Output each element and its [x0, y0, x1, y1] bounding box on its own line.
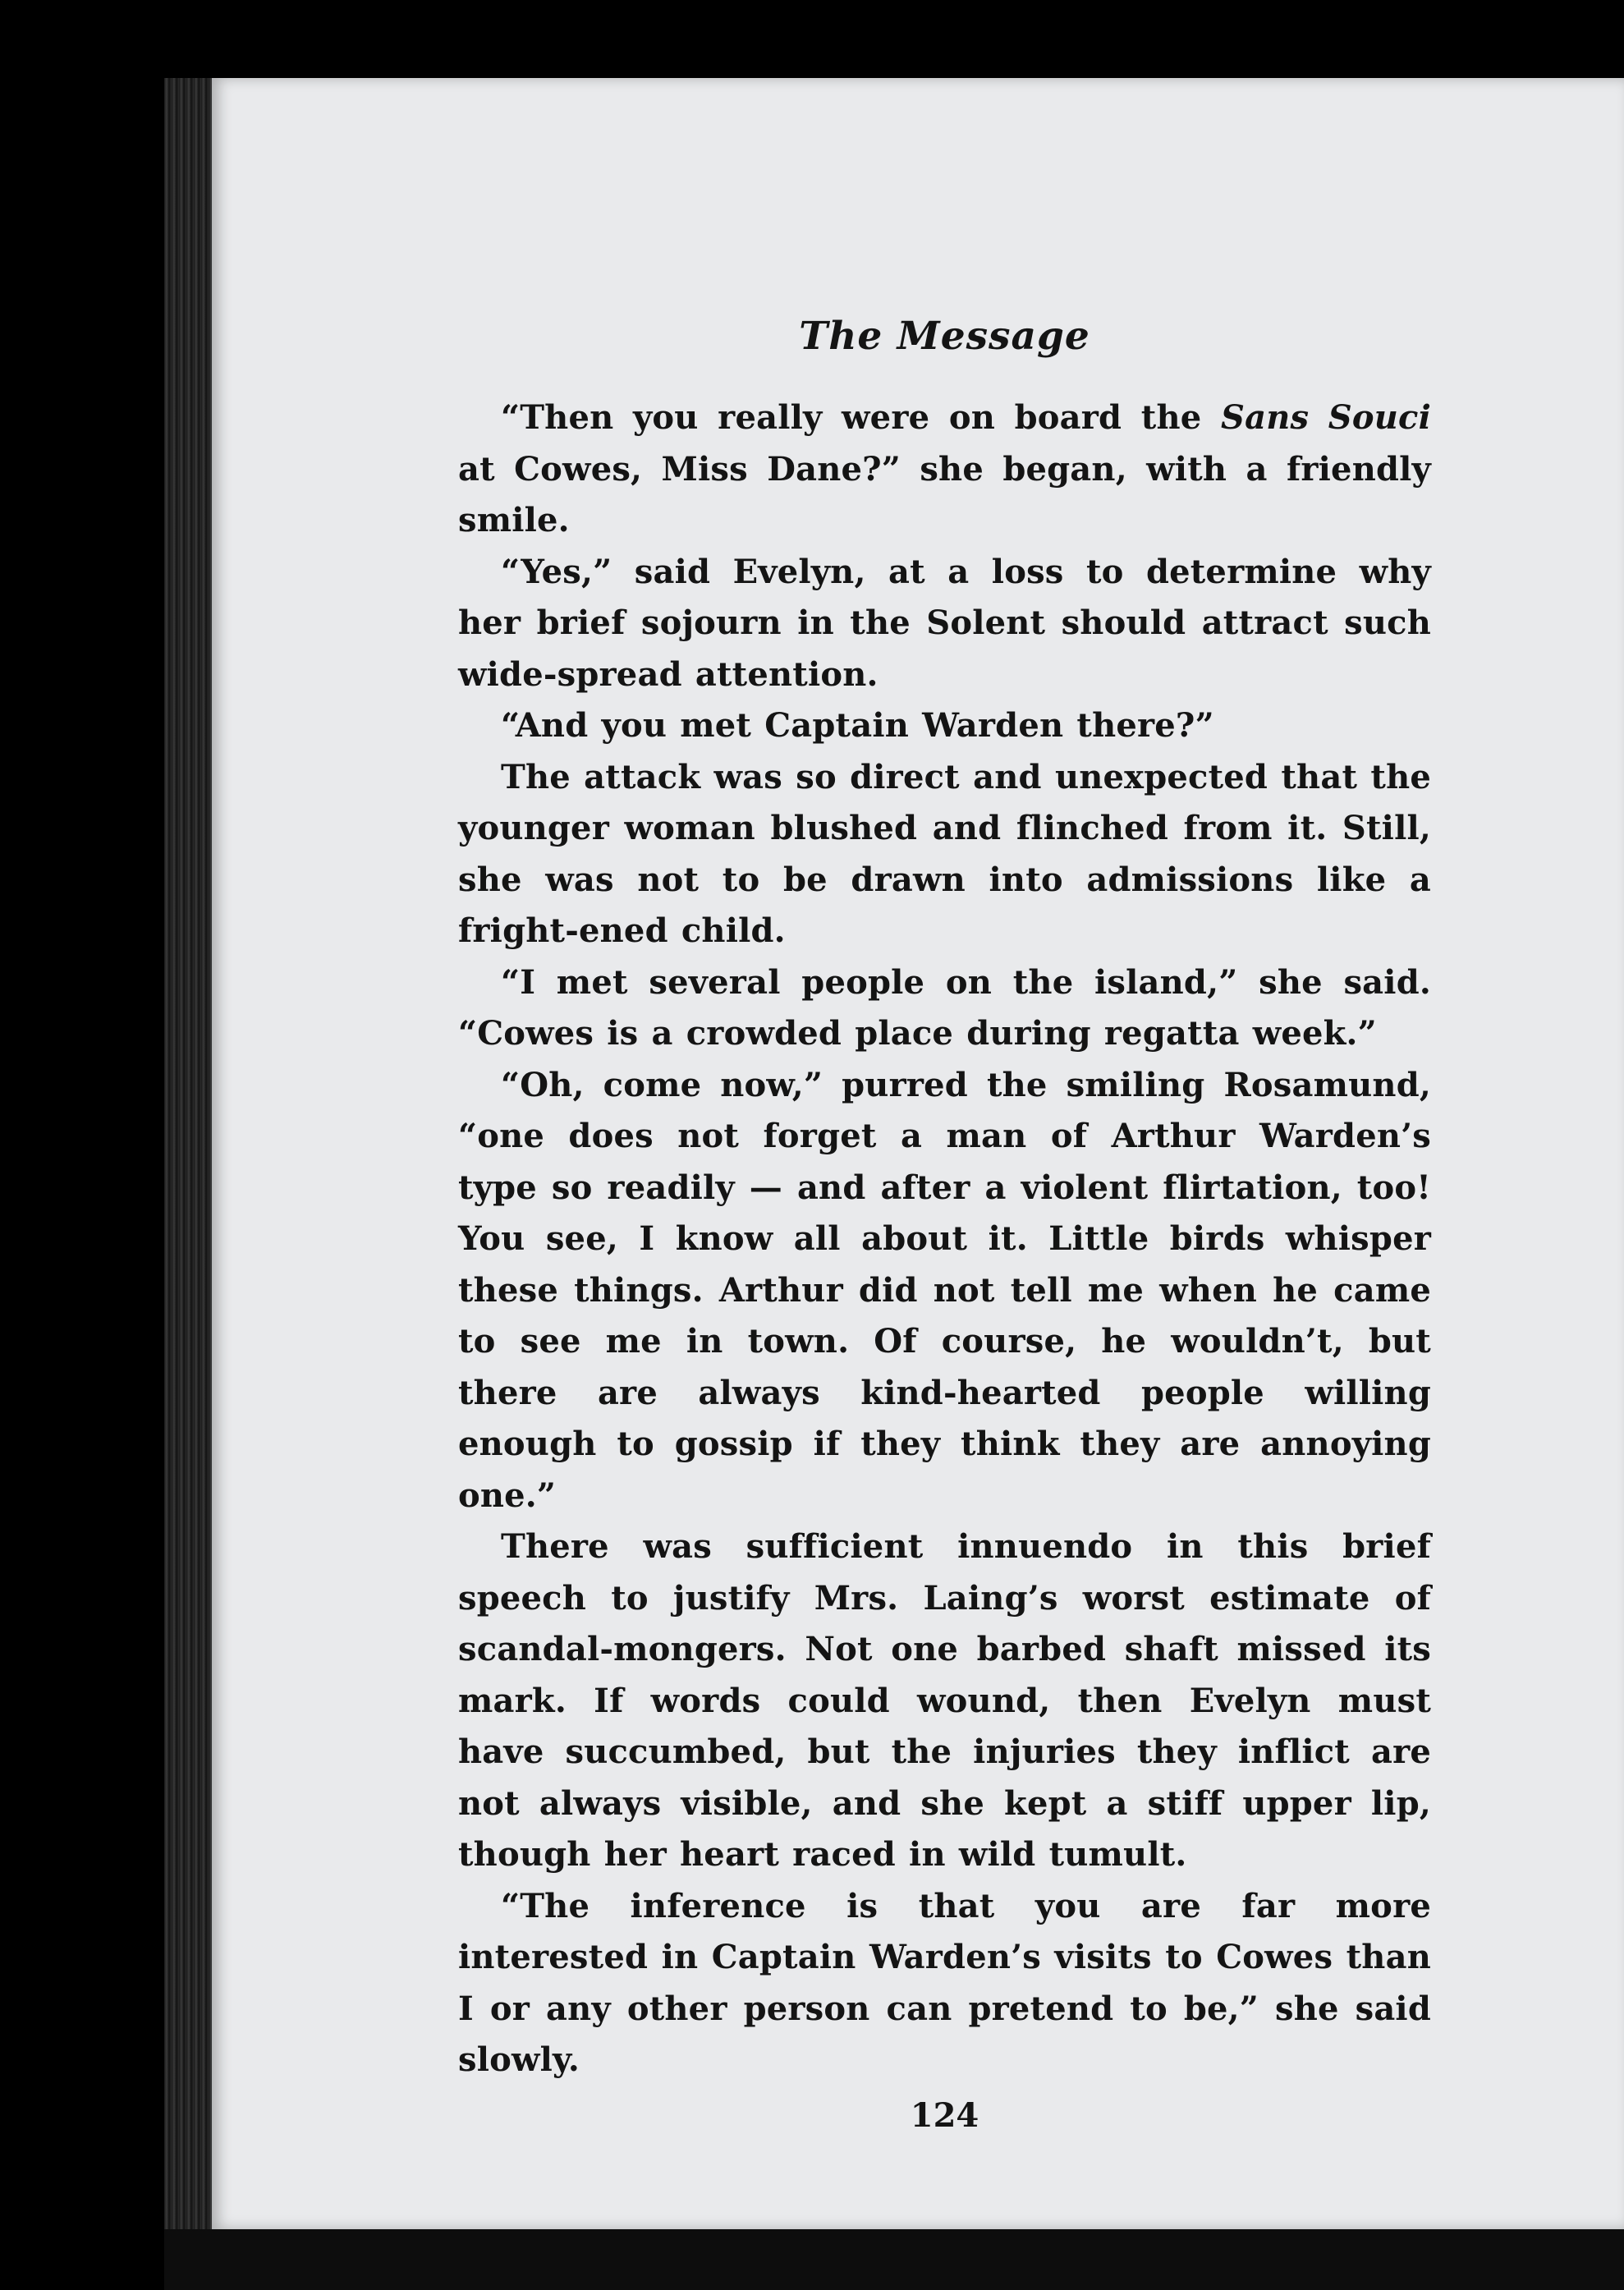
paragraph: The attack was so direct and unexpected that the younger woman blushed and flinched from it. Still, she was not to be drawn into admissions like a fright-ened child. — [458, 757, 1431, 950]
paragraph: “Oh, come now,” purred the smiling Rosamund, “one does not forget a man of Arthur Warden’s type so readily — and after a violent flirtation, too! You see, I know all about it. Little birds whisper these things. Arthur did not tell me when he came to see me in town. Of course, he wouldn’t, but there are always kind-hearted people willing enough to gossip if they think they are annoying one.” — [458, 1065, 1431, 1515]
paragraph: “Yes,” said Evelyn, at a loss to determine why her brief sojourn in the Solent should attract such wide-spread attention. — [458, 552, 1431, 694]
running-head: The Message — [799, 314, 1090, 359]
paragraph: There was sufficient innuendo in this brief speech to justify Mrs. Laing’s worst estimate of scandal-mongers. Not one barbed shaft missed its mark. If words could wound, then Evelyn must have succumbed, but the injuries they inflict are not always visible, and she kept a stiff upper lip, though her heart raced in wild tumult. — [458, 1527, 1431, 1874]
page-number: 124 — [910, 2095, 979, 2135]
paragraph: “The inference is that you are far more interested in Captain Warden’s visits to Cowes than I or any other person can pretend to be,” she said slowly. — [458, 1886, 1431, 2079]
paragraph: “And you met Captain Warden there?” — [501, 706, 1214, 745]
paragraph: “I met several people on the island,” she said. “Cowes is a crowded place during regatta week.” — [458, 962, 1431, 1053]
scan-bottom-edge — [164, 2229, 1624, 2290]
paragraph-text: at Cowes, Miss Dane?” she began, with a friendly smile. — [458, 449, 1431, 539]
page-text-block — [458, 312, 1431, 2135]
paragraph — [458, 392, 1431, 547]
ship-name: Sans Souci — [1221, 398, 1431, 437]
paragraph-text: “Then you really were on board the — [501, 398, 1221, 437]
book-spine-edge — [164, 78, 213, 2229]
